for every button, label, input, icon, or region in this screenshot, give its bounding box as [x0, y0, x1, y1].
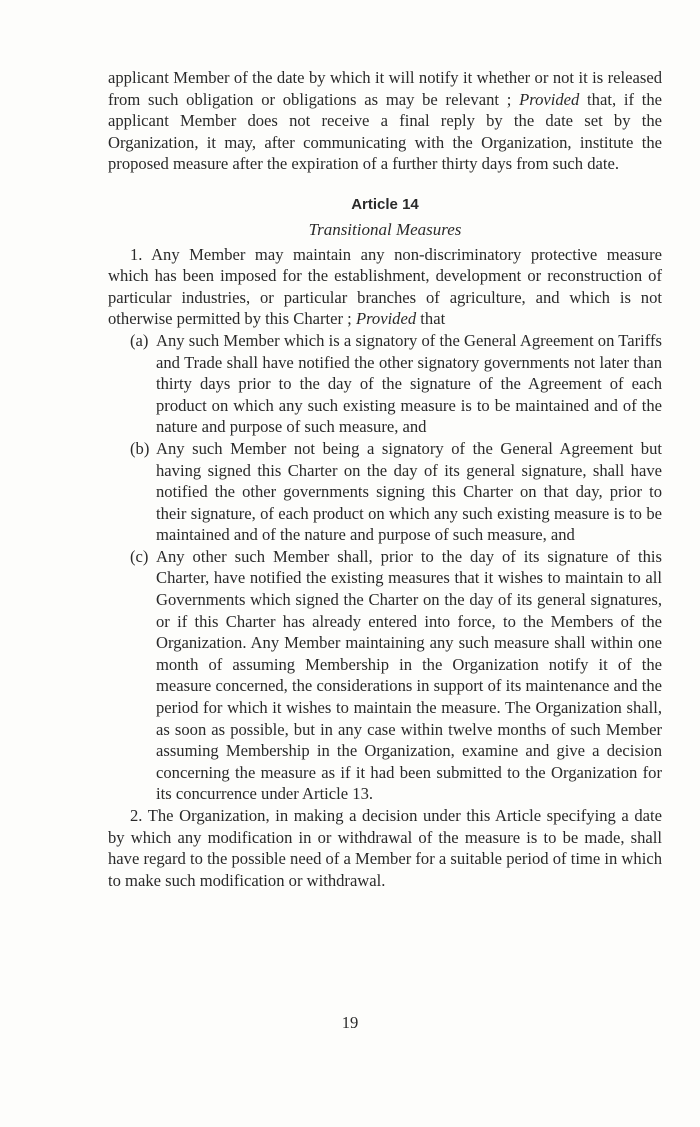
item-text-c: Any other such Member shall, prior to the day of its signature of this Charter, have notified the existing measures that it wishes to maintain to all Governments which signed the Charter on the day of its general signatures, or if this Charter has already entered into force, to the Members of the Organization. Any Member maintaining any such measure shall within one month of assuming Membership in the Organization notify it of the measure concerned, the considerations in support of its maintenance and the period for which it wishes to maintain the measure. The Organization shall, as soon as possible, but in any case within twelve months of such Member assuming Membership in the Organization, examine and give a decision concerning the measure as if it had been submitted to the Organization for its concurrence under Article 13.	[156, 546, 662, 804]
provided-tail: that	[416, 309, 446, 329]
list-item-b	[108, 438, 662, 546]
opening-paragraph	[108, 67, 662, 175]
item-marker-c: (c)	[130, 546, 149, 566]
list-item-a	[108, 330, 662, 438]
opening-line2: that, if the applicant Member does not receive a final reply by the date set by the Organization, it may, after communicating with the Organization, institute the proposed measure after the expiration of a further thirty days from such date.	[108, 89, 662, 174]
article-subtitle: Transitional Measures	[308, 219, 462, 239]
page-number: 19	[341, 1013, 359, 1032]
item-marker-b: (b)	[130, 438, 150, 458]
item-marker-a: (a)	[130, 330, 149, 350]
provided-word-2: Provided	[355, 309, 417, 329]
provided-word: Provided	[519, 89, 580, 109]
paragraph-2: 2. The Organization, in making a decision under this Article specifying a date by which any modification in or withdrawal of the measure is to be made, shall have regard to the possible need of a Member for a suitable period of time in which to make such modification or withdrawal.	[108, 806, 662, 890]
paragraph-1-text: 1. Any Member may maintain any non-discriminatory protective measure which has been imposed for the establishment, development or reconstruction of particular industries, or particular branches of agriculture, and which is not otherwise permitted by this Charter ;	[108, 244, 662, 329]
item-text-a: Any such Member which is a signatory of the General Agreement on Tariffs and Trade shall have notified the other signatory governments not later than thirty days prior to the day of the signature of the Agreement of each product on which any such existing measure is to be maintained and of the nature and purpose of such measure, and	[156, 330, 662, 437]
list-item-c	[108, 546, 662, 805]
item-text-b: Any such Member not being a signatory of the General Agreement but having signed this Charter on the day of its general signature, shall have notified the other governments signing this Charter on that day, prior to their signature, of each product on which any such existing measure is to be maintained and of the nature and purpose of such measure, and	[156, 438, 662, 545]
opening-line1: applicant Member of the date by which it will notify it whether or not it is released from such obligation or obligations as may be relevant ;	[108, 68, 662, 109]
article-title: Article 14	[351, 195, 419, 213]
paragraph-1	[108, 244, 662, 330]
body-text	[108, 67, 662, 891]
